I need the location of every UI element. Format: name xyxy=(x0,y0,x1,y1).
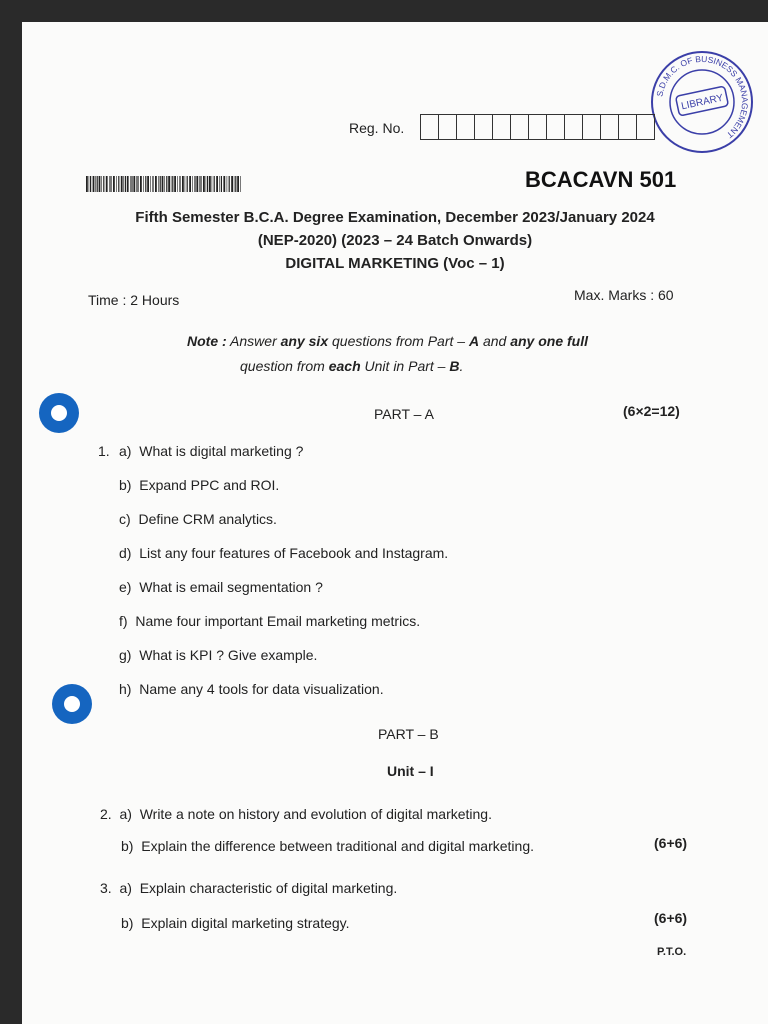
part-b-heading: PART – B xyxy=(378,726,439,742)
punch-hole-icon xyxy=(39,393,79,433)
question-number: 3. xyxy=(100,880,112,896)
exam-time: Time : 2 Hours xyxy=(88,292,180,308)
note-emphasis: each xyxy=(328,358,361,374)
list-item xyxy=(119,681,384,697)
question-number: 1. xyxy=(98,443,110,459)
list-item xyxy=(119,511,277,527)
note-text: questions from Part – xyxy=(328,333,469,349)
note-text: question from xyxy=(240,358,329,374)
note-emphasis: A xyxy=(468,333,480,349)
reg-no-boxes xyxy=(420,114,655,140)
pto-label: P.T.O. xyxy=(657,946,687,958)
sub-question-label: b) xyxy=(119,477,132,493)
question-text: What is KPI ? Give example. xyxy=(139,647,318,663)
note-text: . xyxy=(459,358,464,374)
part-a-marks: (6×2=12) xyxy=(623,403,680,419)
reg-no-box[interactable] xyxy=(457,115,475,139)
exam-scheme: (NEP-2020) (2023 – 24 Batch Onwards) xyxy=(257,232,533,249)
question-text: Define CRM analytics. xyxy=(138,511,277,527)
exam-page xyxy=(22,22,768,1024)
reg-no-label: Reg. No. xyxy=(349,120,405,136)
question-2-b xyxy=(121,838,534,854)
max-marks: Max. Marks : 60 xyxy=(574,287,674,303)
reg-no-box[interactable] xyxy=(565,115,583,139)
sub-question-label: e) xyxy=(119,579,132,595)
exam-title: Fifth Semester B.C.A. Degree Examination, December 2023/January 2024 xyxy=(135,209,655,226)
question-text: Name four important Email marketing metrics. xyxy=(135,613,421,629)
sub-question-label: d) xyxy=(119,545,132,561)
part-a-heading: PART – A xyxy=(374,406,434,422)
question-3-a xyxy=(100,880,397,896)
reg-no-box[interactable] xyxy=(421,115,439,139)
list-item xyxy=(119,613,420,629)
reg-no-box[interactable] xyxy=(439,115,457,139)
punch-hole-icon xyxy=(52,684,92,724)
sub-question-label: b) xyxy=(121,838,134,854)
note-emphasis: any one full xyxy=(510,333,589,349)
subject-title: DIGITAL MARKETING (Voc – 1) xyxy=(285,255,505,272)
list-item xyxy=(119,647,317,663)
question-text: List any four features of Facebook and Instagram. xyxy=(139,545,449,561)
sub-question-label: b) xyxy=(121,915,134,931)
instructions-line-2 xyxy=(240,358,463,374)
paper-code: BCACAVN 501 xyxy=(525,167,677,192)
question-text: What is digital marketing ? xyxy=(139,443,304,459)
sub-question-label: h) xyxy=(119,681,132,697)
sub-question-label: g) xyxy=(119,647,132,663)
question-3-b xyxy=(121,915,350,931)
sub-question-label: a) xyxy=(119,880,132,896)
question-2-a xyxy=(100,806,492,822)
reg-no-box[interactable] xyxy=(583,115,601,139)
note-emphasis: B xyxy=(449,358,460,374)
note-label: Note : xyxy=(187,333,227,349)
question-number: 2. xyxy=(100,806,112,822)
reg-no-box[interactable] xyxy=(601,115,619,139)
note-text: Unit in Part – xyxy=(360,358,450,374)
sub-question-label: f) xyxy=(119,613,128,629)
question-text: Write a note on history and evolution of digital marketing. xyxy=(139,806,492,822)
library-stamp xyxy=(647,47,757,157)
reg-no-box[interactable] xyxy=(547,115,565,139)
question-text: Explain characteristic of digital marketing. xyxy=(139,880,398,896)
sub-question-label: a) xyxy=(119,443,132,459)
reg-no-box[interactable] xyxy=(529,115,547,139)
stamp-label: LIBRARY xyxy=(680,92,725,113)
sub-question-label: c) xyxy=(119,511,131,527)
note-text: Answer xyxy=(230,333,281,349)
reg-no-box[interactable] xyxy=(637,115,654,139)
question-text: Explain the difference between traditional and digital marketing. xyxy=(141,838,534,854)
note-text: and xyxy=(479,333,511,349)
question-text: Expand PPC and ROI. xyxy=(139,477,280,493)
question-3-marks: (6+6) xyxy=(654,910,688,926)
list-item xyxy=(119,443,303,459)
question-text: What is email segmentation ? xyxy=(139,579,323,595)
list-item xyxy=(119,545,448,561)
question-text: Name any 4 tools for data visualization. xyxy=(139,681,384,697)
reg-no-box[interactable] xyxy=(511,115,529,139)
barcode xyxy=(86,176,241,192)
list-item xyxy=(119,477,279,493)
sub-question-label: a) xyxy=(119,806,132,822)
unit-heading: Unit – I xyxy=(387,763,434,779)
question-2-marks: (6+6) xyxy=(654,835,688,851)
note-emphasis: any six xyxy=(280,333,329,349)
reg-no-box[interactable] xyxy=(619,115,637,139)
reg-no-box[interactable] xyxy=(493,115,511,139)
reg-no-box[interactable] xyxy=(475,115,493,139)
instructions-line-1 xyxy=(187,333,588,349)
stamp-ring-text: S.D.M.C. OF BUSINESS MANAGEMENT xyxy=(654,53,751,141)
question-text: Explain digital marketing strategy. xyxy=(141,915,350,931)
list-item xyxy=(119,579,323,595)
